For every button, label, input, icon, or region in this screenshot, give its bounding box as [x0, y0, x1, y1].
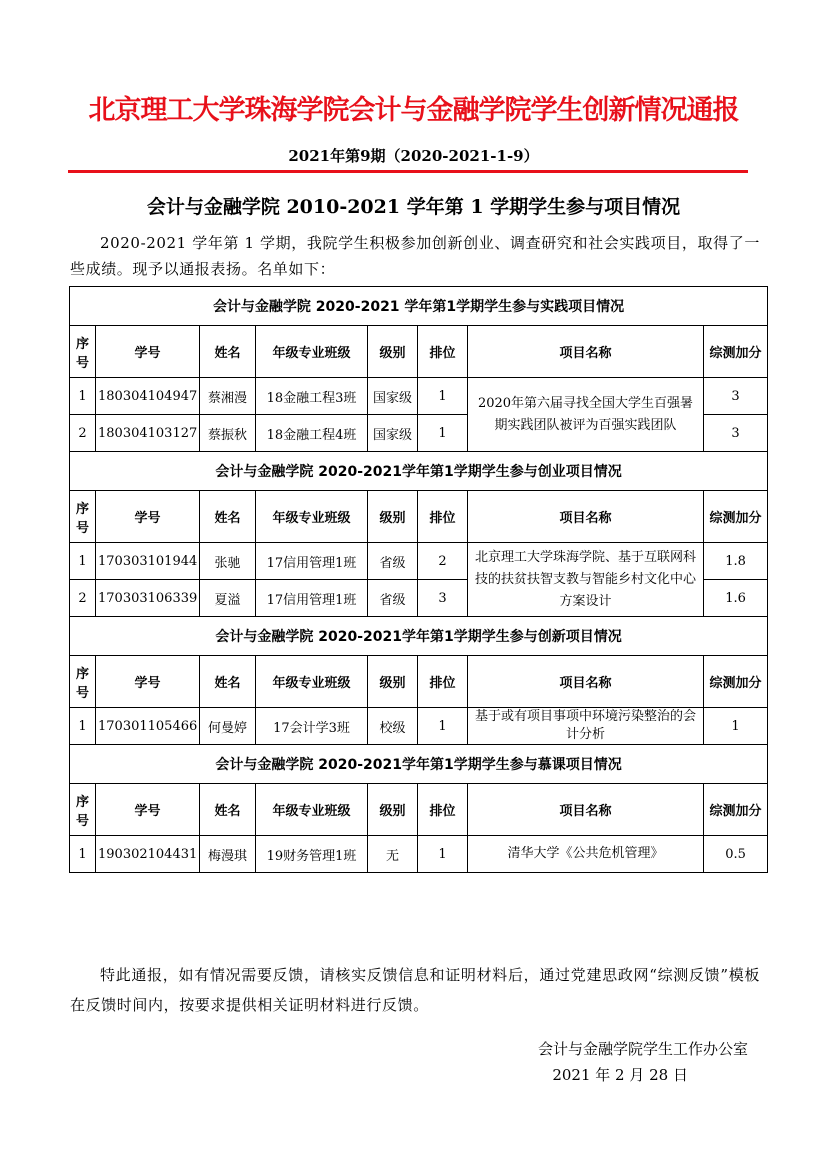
col-header-student-id: 学号: [96, 326, 200, 378]
col-header-project: 项目名称: [468, 326, 704, 378]
col-header-name: 姓名: [200, 784, 256, 836]
cell-level: 国家级: [368, 378, 418, 415]
cell-score: 3: [704, 378, 768, 415]
cell-student-id: 170301105466: [96, 708, 200, 745]
cell-name: 蔡湘漫: [200, 378, 256, 415]
section-title-innovation: 会计与金融学院 2020-2021学年第1学期学生参与创新项目情况: [70, 617, 768, 656]
cell-score: 3: [704, 415, 768, 452]
cell-project: 2020年第六届寻找全国大学生百强暑期实践团队被评为百强实践团队: [468, 378, 704, 452]
table-header-row: [70, 656, 768, 708]
col-header-project: 项目名称: [468, 784, 704, 836]
col-header-level: 级别: [368, 656, 418, 708]
col-header-student-id: 学号: [96, 491, 200, 543]
cell-student-id: 190302104431: [96, 836, 200, 873]
bulletin-title: 北京理工大学珠海学院会计与金融学院学生创新情况通报: [88, 95, 739, 126]
header-divider: [68, 170, 748, 173]
cell-level: 校级: [368, 708, 418, 745]
cell-class: 17会计学3班: [256, 708, 368, 745]
cell-rank: 3: [418, 580, 468, 617]
table-row: [70, 836, 768, 873]
col-header-level: 级别: [368, 491, 418, 543]
cell-student-id: 180304104947: [96, 378, 200, 415]
cell-no: 2: [70, 580, 96, 617]
cell-project: 清华大学《公共危机管理》: [468, 836, 704, 873]
col-header-student-id: 学号: [96, 784, 200, 836]
col-header-class: 年级专业班级: [256, 656, 368, 708]
col-header-score: 综测加分: [704, 656, 768, 708]
issue-number: 2021年第9期（2020-2021-1-9）: [288, 147, 539, 165]
section-title-mooc: 会计与金融学院 2020-2021学年第1学期学生参与慕课项目情况: [70, 745, 768, 784]
col-header-score: 综测加分: [704, 784, 768, 836]
col-header-name: 姓名: [200, 326, 256, 378]
cell-score: 0.5: [704, 836, 768, 873]
closing-paragraph: 特此通报，如有情况需要反馈，请核实反馈信息和证明材料后，通过党建思政网“综测反馈”模板在反馈时间内，按要求提供相关证明材料进行反馈。: [70, 966, 760, 1014]
table-header-row: [70, 784, 768, 836]
col-header-no: 序号: [70, 656, 96, 708]
cell-rank: 1: [418, 415, 468, 452]
cell-project: 基于或有项目事项中环境污染整治的会计分析: [468, 708, 704, 745]
col-header-class: 年级专业班级: [256, 784, 368, 836]
cell-level: 国家级: [368, 415, 418, 452]
col-header-level: 级别: [368, 326, 418, 378]
cell-level: 无: [368, 836, 418, 873]
col-header-class: 年级专业班级: [256, 326, 368, 378]
cell-class: 18金融工程4班: [256, 415, 368, 452]
document-title: 会计与金融学院 2010-2021 学年第 1 学期学生参与项目情况: [146, 196, 681, 218]
cell-no: 1: [70, 836, 96, 873]
col-header-rank: 排位: [418, 491, 468, 543]
table-row: [70, 543, 768, 580]
cell-project: 北京理工大学珠海学院、基于互联网科技的扶贫扶智支教与智能乡村文化中心方案设计: [468, 543, 704, 617]
cell-rank: 1: [418, 378, 468, 415]
signature-date: 2021 年 2 月 28 日: [552, 1066, 688, 1084]
cell-class: 17信用管理1班: [256, 580, 368, 617]
col-header-rank: 排位: [418, 656, 468, 708]
col-header-level: 级别: [368, 784, 418, 836]
cell-level: 省级: [368, 543, 418, 580]
col-header-name: 姓名: [200, 491, 256, 543]
cell-student-id: 170303101944: [96, 543, 200, 580]
cell-rank: 2: [418, 543, 468, 580]
signature-office: 会计与金融学院学生工作办公室: [537, 1040, 748, 1058]
cell-level: 省级: [368, 580, 418, 617]
col-header-rank: 排位: [418, 784, 468, 836]
col-header-project: 项目名称: [468, 656, 704, 708]
table-header-row: [70, 491, 768, 543]
cell-no: 1: [70, 378, 96, 415]
col-header-no: 序号: [70, 491, 96, 543]
cell-score: 1.8: [704, 543, 768, 580]
col-header-rank: 排位: [418, 326, 468, 378]
col-header-class: 年级专业班级: [256, 491, 368, 543]
cell-rank: 1: [418, 708, 468, 745]
cell-class: 17信用管理1班: [256, 543, 368, 580]
cell-score: 1: [704, 708, 768, 745]
project-tables: [69, 286, 767, 873]
cell-no: 1: [70, 708, 96, 745]
col-header-project: 项目名称: [468, 491, 704, 543]
cell-name: 夏溢: [200, 580, 256, 617]
section-title-entrepreneurship: 会计与金融学院 2020-2021学年第1学期学生参与创业项目情况: [70, 452, 768, 491]
cell-student-id: 170303106339: [96, 580, 200, 617]
col-header-no: 序号: [70, 784, 96, 836]
col-header-student-id: 学号: [96, 656, 200, 708]
cell-name: 蔡振秋: [200, 415, 256, 452]
cell-score: 1.6: [704, 580, 768, 617]
col-header-score: 综测加分: [704, 491, 768, 543]
table-row: [70, 378, 768, 415]
project-table: [69, 286, 768, 873]
cell-class: 18金融工程3班: [256, 378, 368, 415]
col-header-no: 序号: [70, 326, 96, 378]
col-header-name: 姓名: [200, 656, 256, 708]
cell-name: 何曼婷: [200, 708, 256, 745]
cell-name: 张驰: [200, 543, 256, 580]
cell-name: 梅漫琪: [200, 836, 256, 873]
col-header-score: 综测加分: [704, 326, 768, 378]
table-row: [70, 708, 768, 745]
cell-class: 19财务管理1班: [256, 836, 368, 873]
intro-paragraph: 2020-2021 学年第 1 学期，我院学生积极参加创新创业、调查研究和社会实践项目，取得了一些成绩。现予以通报表扬。名单如下：: [70, 234, 760, 278]
cell-no: 2: [70, 415, 96, 452]
table-header-row: [70, 326, 768, 378]
cell-student-id: 180304103127: [96, 415, 200, 452]
cell-rank: 1: [418, 836, 468, 873]
section-title-practice: 会计与金融学院 2020-2021 学年第1学期学生参与实践项目情况: [70, 287, 768, 326]
cell-no: 1: [70, 543, 96, 580]
